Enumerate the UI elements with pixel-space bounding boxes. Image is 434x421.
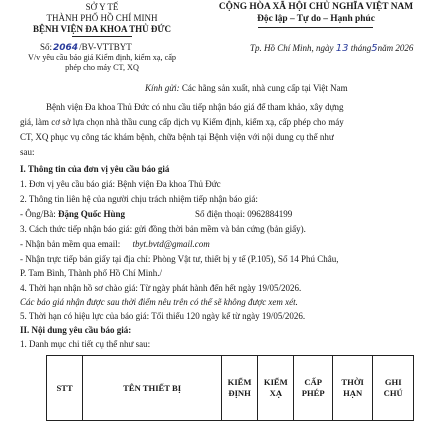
column-header-notes: GHI CHÚ bbox=[373, 356, 414, 421]
address-line-2: P. Tam Bình, Thành phố Hồ Chí Minh./ bbox=[20, 268, 163, 278]
column-header-duration: THỜI HẠN bbox=[332, 356, 373, 421]
intro-line-1: Bệnh viện Đa khoa Thủ Đức có nhu cầu tiếp nhận báo giá để tham khảo, xây dựng bbox=[46, 102, 344, 112]
subject-line-1: V/v yêu cầu báo giá Kiểm định, kiểm xạ, cấp bbox=[27, 53, 176, 62]
date-day-handwritten: 13 bbox=[335, 43, 349, 54]
contact-name: Đặng Quốc Hùng bbox=[58, 209, 126, 219]
date-month-handwritten: 5 bbox=[371, 43, 378, 54]
recipient-label: Kính gửi: bbox=[145, 83, 180, 93]
section-1-item-4: 4. Thời hạn nhận hồ sơ chào giá: Từ ngày phát hành đến hết ngày 19/05/2026. bbox=[20, 283, 302, 293]
deadline-note: Các báo giá nhận được sau thời điểm nêu trên có thể sẽ không được xem xét. bbox=[20, 297, 298, 307]
header-left-divider bbox=[72, 36, 132, 37]
nation-title: CỘNG HÒA XÃ HỘI CHỦ NGHĨA VIỆT NAM bbox=[218, 2, 414, 12]
city-name: THÀNH PHỐ HỒ CHÍ MINH bbox=[46, 13, 158, 23]
column-header-inspection: KIỂM ĐỊNH bbox=[221, 356, 257, 421]
address-line-1: - Nhận trực tiếp bản giấy tại địa chỉ: Phòng Vật tư, thiết bị y tế (P.105), Số 14 Phú Châu, bbox=[20, 254, 339, 264]
quotation-table bbox=[46, 355, 414, 421]
column-header-stt: STT bbox=[47, 356, 83, 421]
recipient-text: Các hãng sản xuất, nhà cung cấp tại Việt Nam bbox=[181, 83, 348, 93]
section-1-title: I. Thông tin của đơn vị yêu cầu báo giá bbox=[20, 164, 170, 174]
phone-value[interactable]: 0962884199 bbox=[247, 209, 293, 219]
ministry-name: SỞ Y TẾ bbox=[85, 2, 119, 12]
date-month-prefix: tháng bbox=[350, 43, 372, 53]
table-header-row bbox=[47, 356, 414, 421]
recipient-line bbox=[145, 83, 348, 93]
hospital-name: BỆNH VIỆN ĐA KHOA THỦ ĐỨC bbox=[32, 24, 172, 34]
document-number bbox=[40, 42, 132, 53]
intro-line-4: sau: bbox=[20, 147, 35, 157]
intro-line-3: CT, XQ phục vụ công tác khám bệnh, chữa bệnh tại Bệnh viện với nội dung cụ thể như bbox=[20, 132, 334, 142]
column-header-device-name: TÊN THIẾT BỊ bbox=[83, 356, 222, 421]
header-right-divider bbox=[258, 27, 373, 28]
document-number-prefix: Số: bbox=[40, 42, 53, 52]
document-number-suffix: /BV-VTTBYT bbox=[79, 42, 132, 52]
section-1-item-2: 2. Thông tin liên hệ của người chịu trách nhiệm tiếp nhận báo giá: bbox=[20, 194, 258, 204]
section-1-item-3: 3. Cách thức tiếp nhận báo giá: gửi đồng thời bản mềm và bản cứng (bản giấy). bbox=[20, 224, 306, 234]
section-2-item-1: 1. Danh mục chi tiết cụ thể như sau: bbox=[20, 339, 151, 349]
phone-label: Số điện thoại: bbox=[195, 209, 245, 219]
section-1-item-5: 5. Thời hạn có hiệu lực của báo giá: Tối thiểu 120 ngày kể từ ngày 19/05/2026. bbox=[20, 311, 306, 321]
nation-motto: Độc lập – Tự do – Hạnh phúc bbox=[257, 14, 375, 24]
date-prefix: Tp. Hồ Chí Minh, ngày bbox=[250, 43, 334, 53]
section-2-title: II. Nội dung yêu cầu báo giá: bbox=[20, 325, 132, 335]
date-year: năm 2026 bbox=[377, 43, 414, 53]
intro-line-2: giá, làm cơ sở lựa chọn nhà thầu cung cấp dịch vụ Kiểm định, kiểm xạ, cấp phép cho máy bbox=[20, 117, 344, 127]
section-1-item-1: 1. Đơn vị yêu cầu báo giá: Bệnh viện Đa khoa Thủ Đức bbox=[20, 179, 221, 189]
email-line bbox=[20, 239, 210, 249]
email-label: - Nhận bản mềm qua email: bbox=[20, 239, 121, 249]
column-header-radiation-check: KIỂM XẠ bbox=[258, 356, 294, 421]
document-date bbox=[250, 43, 413, 54]
contact-person-line bbox=[20, 209, 125, 219]
column-header-license: CẤP PHÉP bbox=[294, 356, 332, 421]
document-number-handwritten: 2064 bbox=[53, 43, 79, 53]
contact-label: - Ông/Bà: bbox=[20, 209, 56, 219]
email-link[interactable]: tbyt.bvtd@gmail.com bbox=[132, 239, 210, 249]
contact-phone-line bbox=[195, 209, 292, 219]
subject-line-2: phép cho máy CT, XQ bbox=[65, 63, 139, 72]
